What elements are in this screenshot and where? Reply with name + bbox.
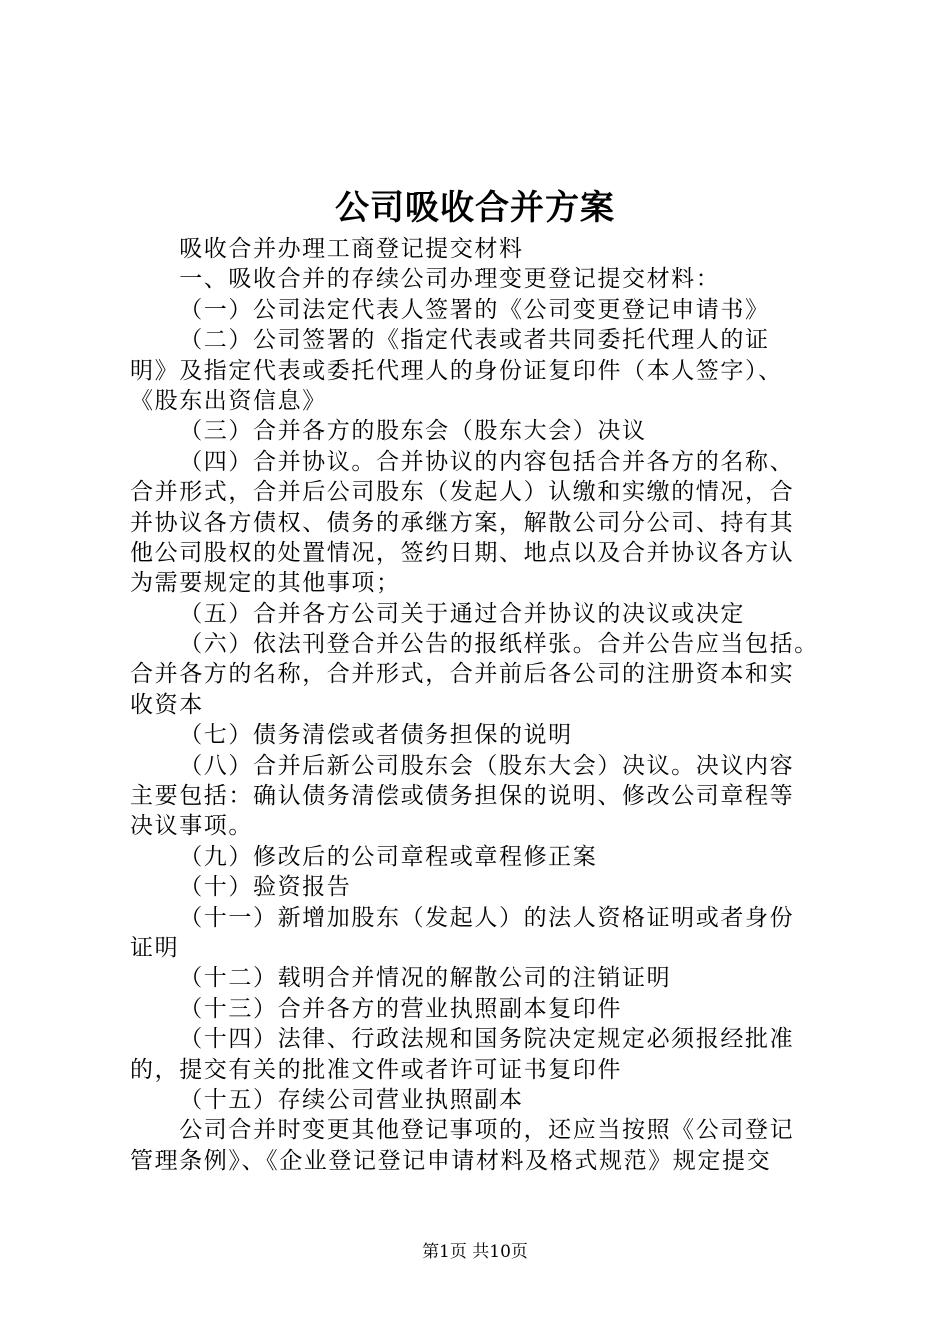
- body-line: 《股东出资信息》: [130, 387, 327, 414]
- body-line: （十三）合并各方的营业执照副本复印件: [179, 995, 622, 1022]
- body-line: 证明: [130, 934, 180, 961]
- body-line: 决议事项。: [130, 813, 253, 840]
- body-line: （十四）法律、行政法规和国务院决定规定必须报经批准: [179, 1026, 795, 1053]
- body-line: （三）合并各方的股东会（股东大会）决议: [179, 418, 647, 445]
- body-line: 他公司股权的处置情况，签约日期、地点以及合并协议各方认: [130, 539, 795, 566]
- body-line: 并协议各方债权、债务的承继方案，解散公司分公司、持有其: [130, 509, 795, 536]
- body-line: 明》及指定代表或委托代理人的身份证复印件（本人签字）、: [130, 357, 783, 384]
- body-line: 管理条例》、《企业登记登记申请材料及格式规范》规定提交: [130, 1147, 772, 1174]
- document-title: 公司吸收合并方案: [335, 188, 615, 228]
- body-line: （十一）新增加股东（发起人）的法人资格证明或者身份: [179, 904, 795, 931]
- body-line: 合并各方的名称，合并形式，合并前后各公司的注册资本和实: [130, 661, 795, 688]
- body-line: 主要包括：确认债务清偿或债务担保的说明、修改公司章程等: [130, 783, 795, 810]
- body-line: （七）债务清偿或者债务担保的说明: [179, 722, 573, 749]
- body-line: （十）验资报告: [179, 874, 352, 901]
- body-line: 为需要规定的其他事项；: [130, 570, 401, 597]
- body-line: 收资本: [130, 691, 204, 718]
- body-line: 的，提交有关的批准文件或者许可证书复印件: [130, 1056, 622, 1083]
- page-footer: 第1页 共10页: [422, 1242, 528, 1262]
- body-line: （二）公司签署的《指定代表或者共同委托代理人的证: [179, 327, 770, 354]
- body-line: （八）合并后新公司股东会（股东大会）决议。决议内容: [179, 752, 795, 779]
- document-body: [130, 234, 850, 1176]
- body-line: 合并形式，合并后公司股东（发起人）认缴和实缴的情况，合: [130, 479, 795, 506]
- body-line: 吸收合并办理工商登记提交材料: [179, 236, 524, 262]
- body-line: （九）修改后的公司章程或章程修正案: [179, 843, 598, 870]
- body-line: （四）合并协议。合并协议的内容包括合并各方的名称、: [179, 448, 795, 475]
- body-line: （五）合并各方公司关于通过合并协议的决议或决定: [179, 600, 745, 627]
- body-line: （一）公司法定代表人签署的《公司变更登记申请书》: [179, 296, 770, 323]
- body-line: 公司合并时变更其他登记事项的，还应当按照《公司登记: [179, 1117, 795, 1144]
- body-line: （十二）载明合并情况的解散公司的注销证明: [179, 965, 672, 992]
- body-line: （十五）存续公司营业执照副本: [179, 1086, 524, 1113]
- body-line: （六）依法刊登合并公告的报纸样张。合并公告应当包括。: [179, 631, 819, 658]
- body-line: 一、吸收合并的存续公司办理变更登记提交材料：: [179, 266, 721, 293]
